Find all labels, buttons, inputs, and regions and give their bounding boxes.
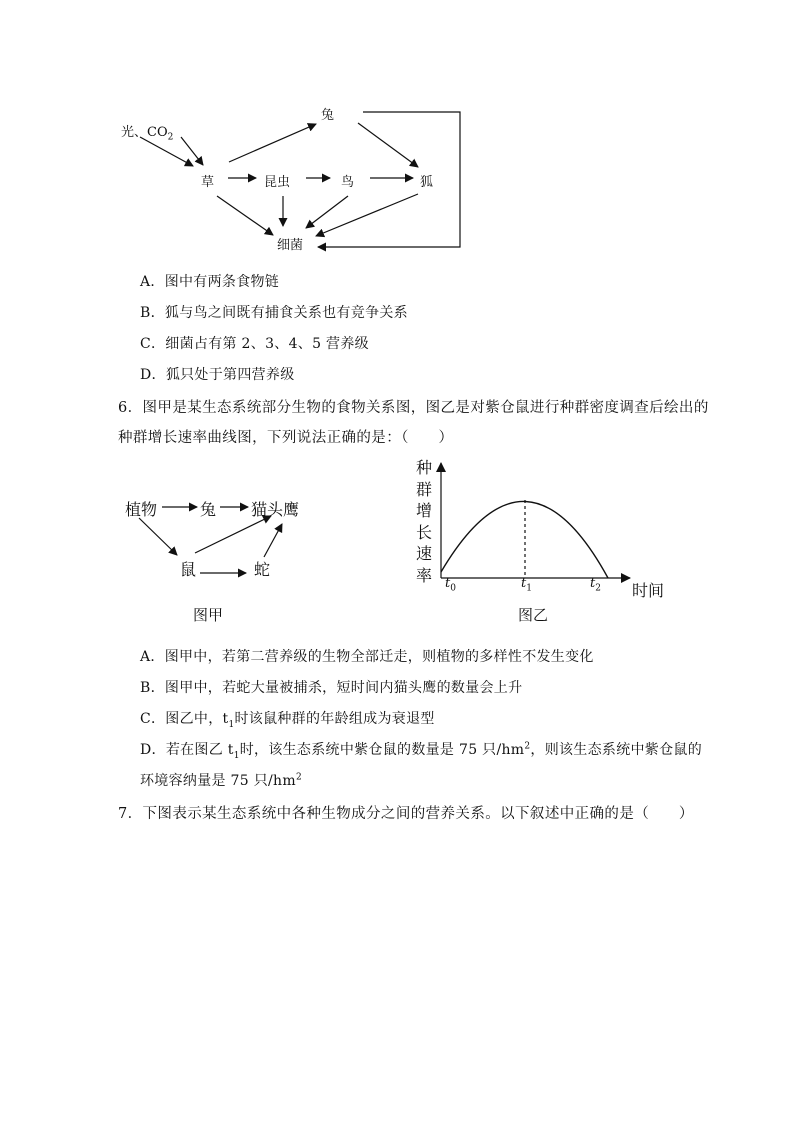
figure-b-caption: 图乙 <box>518 606 549 624</box>
t1-label: $t_1$ <box>521 576 532 594</box>
light-co2-label: 光、$CO_2$ <box>121 125 174 143</box>
bacteria-node: 细菌 <box>277 238 304 253</box>
q7-stem: 7．下图表示某生态系统中各种生物成分之间的营养关系。以下叙述中正确的是（ ） <box>118 806 694 822</box>
q6-option-b: B．图甲中，若蛇大量被捕杀，短时间内猫头鹰的数量会上升 <box>140 680 523 696</box>
q6-option-d: D．若在图乙 $t_1$时，该生态系统中紫仓鼠的数量是 75 只$/hm^2$，则该生态系统中紫仓鼠的 <box>140 741 702 761</box>
grass-node: 草 <box>201 175 215 190</box>
rabbit-node-a: 兔 <box>200 500 217 519</box>
mouse-node: 鼠 <box>180 560 197 579</box>
q6-stem-line1: 6．图甲是某生态系统部分生物的食物关系图，图乙是对紫仓鼠进行种群密度调查后绘出的 <box>118 400 709 416</box>
owl-node: 猫头鹰 <box>251 500 300 519</box>
q6-option-d-line2: 环境容纳量是 75 只$/hm^2$ <box>140 772 302 789</box>
q6-option-c: C．图乙中，$t_1$时该鼠种群的年龄组成为衰退型 <box>140 711 435 730</box>
q5-option-c: C．细菌占有第 2、3、4、5 营养级 <box>140 336 369 352</box>
q5-option-d: D．狐只处于第四营养级 <box>140 367 295 383</box>
fox-node: 狐 <box>420 175 434 190</box>
t0-label: $t_0$ <box>445 576 456 594</box>
q5-option-b: B．狐与鸟之间既有捕食关系也有竞争关系 <box>140 305 408 321</box>
figure-a-caption: 图甲 <box>193 606 224 624</box>
y-axis-label: 种 群 增 长 速 率 <box>416 458 433 585</box>
snake-node: 蛇 <box>254 560 271 579</box>
x-axis-label: 时间 <box>632 581 665 600</box>
bird-node: 鸟 <box>341 175 355 190</box>
t2-label: $t_2$ <box>590 576 601 594</box>
rabbit-node: 兔 <box>321 108 335 123</box>
q5-option-a: A．图中有两条食物链 <box>140 274 280 290</box>
insect-node: 昆虫 <box>264 175 291 190</box>
q6-stem-line2: 种群增长速率曲线图，下列说法正确的是：（ ） <box>118 430 454 446</box>
plant-node: 植物 <box>125 500 158 519</box>
q6-option-a: A．图甲中，若第二营养级的生物全部迁走，则植物的多样性不发生变化 <box>140 649 594 665</box>
